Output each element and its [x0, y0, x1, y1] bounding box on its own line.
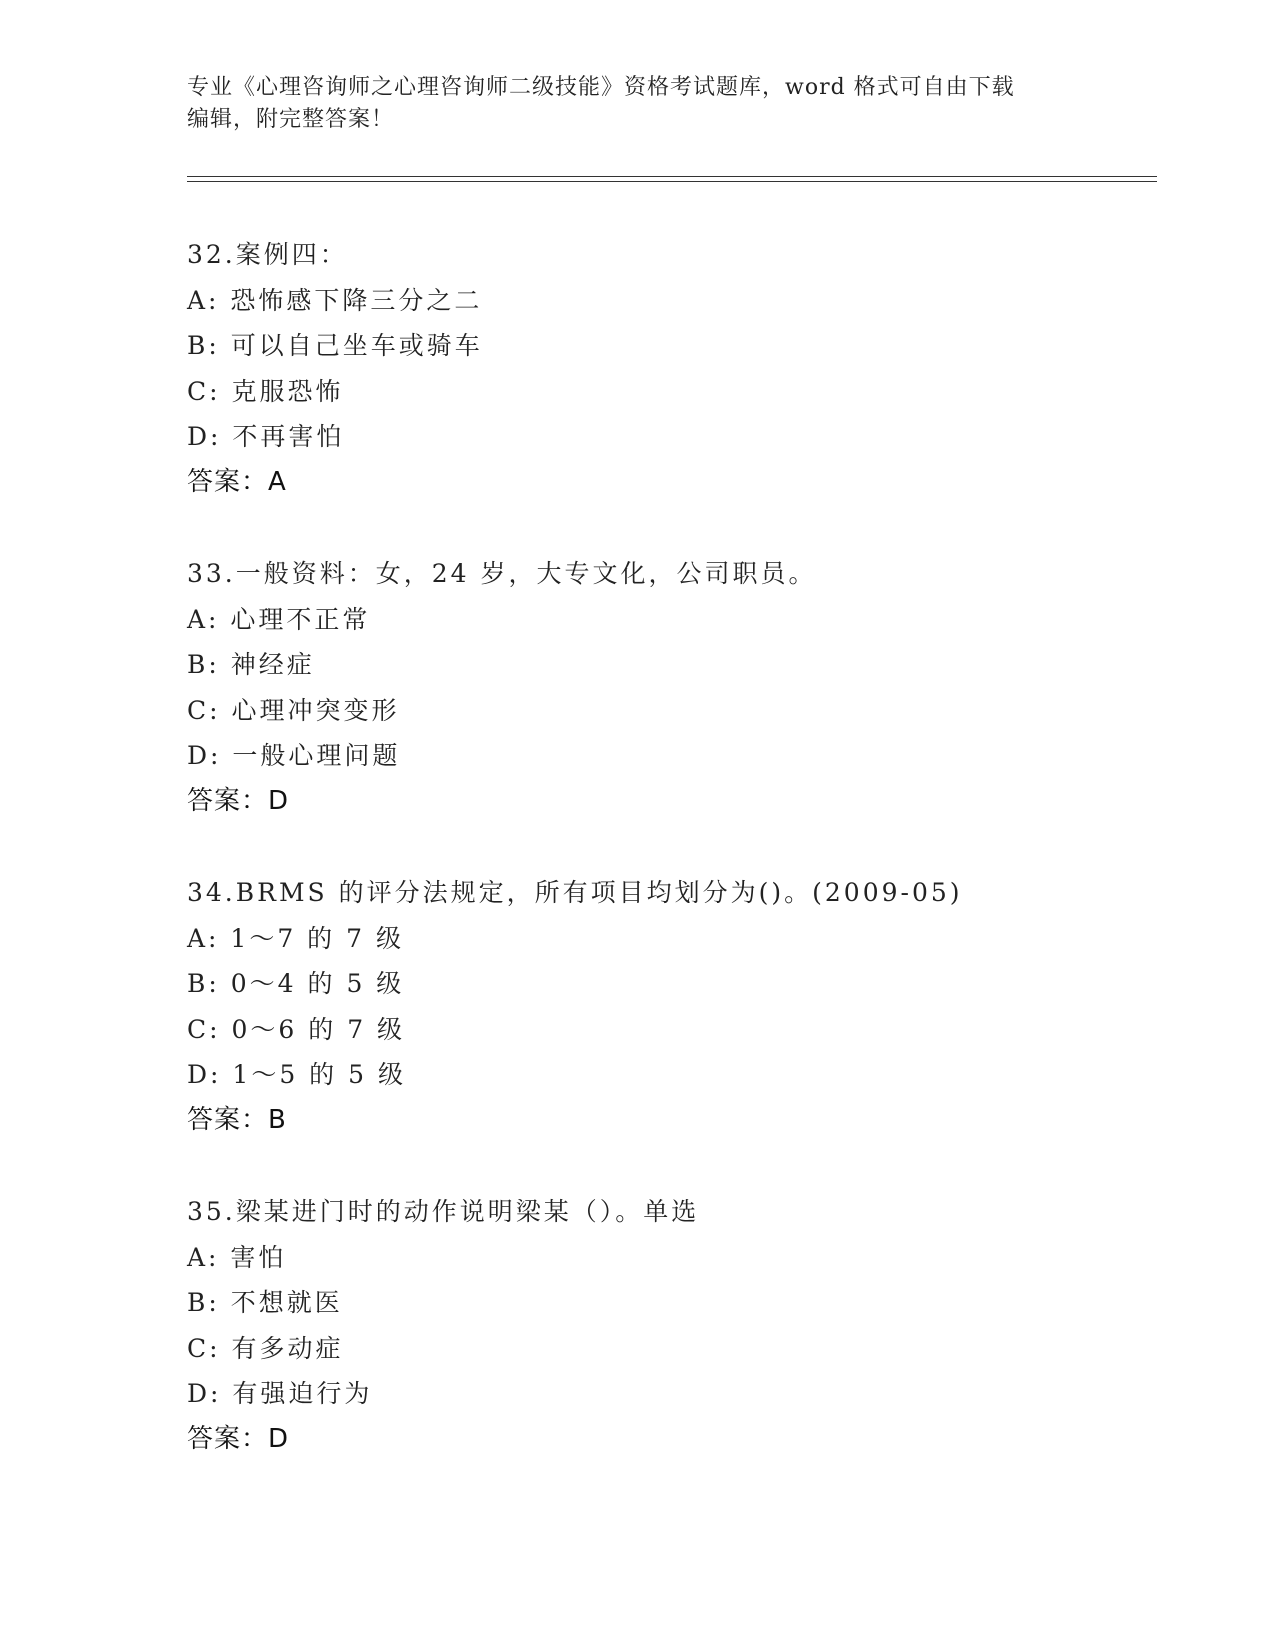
- option-c: C: 0～6 的 7 级: [187, 1014, 406, 1044]
- option-c: C: 心理冲突变形: [187, 695, 400, 725]
- option-b: B: 可以自己坐车或骑车: [187, 331, 483, 360]
- answer-text: 答案：D: [187, 1423, 290, 1454]
- question-35: [187, 1189, 1137, 1462]
- question-stem: 35.梁某进门时的动作说明梁某（）。单选: [187, 1197, 700, 1226]
- header-line-2: 编辑，附完整答案！: [187, 107, 395, 132]
- question-34: [187, 870, 1137, 1143]
- question-32: [187, 232, 1137, 505]
- question-stem: 32.案例四：: [187, 240, 348, 269]
- answer-text: 答案：D: [187, 785, 290, 816]
- question-stem: 33.一般资料：女，24 岁，大专文化，公司职员。: [187, 559, 817, 588]
- option-a: A: 害怕: [187, 1242, 287, 1272]
- option-a: A: 1～7 的 7 级: [187, 923, 404, 953]
- option-d: D: 1～5 的 5 级: [187, 1060, 406, 1089]
- option-d: D: 不再害怕: [187, 422, 345, 451]
- option-b: B: 0～4 的 5 级: [187, 969, 405, 998]
- document-header: [187, 72, 1087, 136]
- header-divider-top: [187, 176, 1157, 177]
- question-33: [187, 551, 1137, 824]
- option-a: A: 心理不正常: [187, 604, 371, 634]
- header-line-1: 专业《心理咨询师之心理咨询师二级技能》资格考试题库，word 格式可自由下载: [187, 75, 1015, 100]
- option-b: B: 神经症: [187, 650, 315, 679]
- header-divider-bottom: [187, 181, 1157, 182]
- answer-text: 答案：B: [187, 1104, 287, 1135]
- option-d: D: 一般心理问题: [187, 741, 401, 770]
- answer-text: 答案：A: [187, 466, 287, 497]
- option-c: C: 克服恐怖: [187, 376, 344, 406]
- question-stem: 34.BRMS 的评分法规定，所有项目均划分为()。(2009-05): [187, 878, 963, 907]
- option-d: D: 有强迫行为: [187, 1379, 373, 1408]
- option-c: C: 有多动症: [187, 1333, 344, 1363]
- option-b: B: 不想就医: [187, 1288, 343, 1317]
- option-a: A: 恐怖感下降三分之二: [187, 285, 483, 315]
